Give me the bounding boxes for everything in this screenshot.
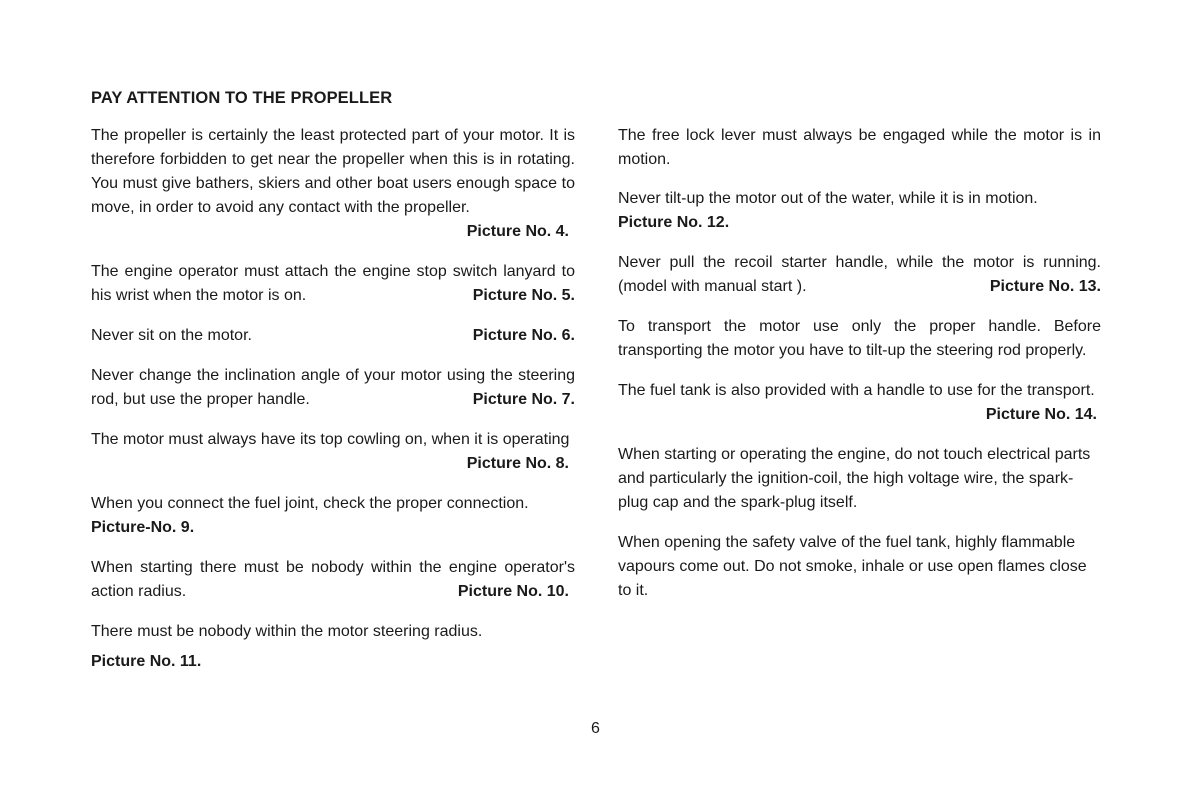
- left-column: [91, 124, 575, 690]
- paragraph-text: When starting or operating the engine, do not touch electrical parts and particularly the ignition-coil, the high voltage wire, the spark-plug cap and the spark-plug itself.: [618, 446, 1091, 511]
- paragraph-starting: [91, 556, 575, 604]
- picture-reference: Picture No. 10.: [457, 583, 569, 600]
- paragraph-electrical: [618, 443, 1101, 515]
- paragraph-tilt-up: [618, 187, 1101, 235]
- paragraph-text: The propeller is certainly the least protected part of your motor. It is therefore forbidden to get near the propeller when this is in rotating. You must give bathers, skiers and other boat users enough space to move, in order to avoid any contact with the propeller.: [91, 127, 575, 216]
- paragraph-text: The engine operator must attach the engine stop switch lanyard to his wrist when the motor is on.: [91, 263, 575, 304]
- paragraph-text: Never pull the recoil starter handle, while the motor is running.(model with manual start ).: [618, 254, 1101, 295]
- paragraph-text: Never change the inclination angle of your motor using the steering rod, but use the proper handle.: [91, 367, 575, 408]
- paragraph-stop-switch: [91, 260, 575, 308]
- paragraph-safety-valve: [618, 531, 1101, 603]
- paragraph-text: The motor must always have its top cowling on, when it is operating: [91, 431, 570, 448]
- paragraph-recoil-starter: [618, 251, 1101, 299]
- paragraph-text: To transport the motor use only the proper handle. Before transporting the motor you have to tilt-up the steering rod properly.: [618, 318, 1101, 359]
- picture-reference: Picture No. 13.: [989, 278, 1101, 295]
- paragraph-free-lock: [618, 124, 1101, 172]
- paragraph-text: Never sit on the motor.: [91, 327, 252, 344]
- picture-reference: Picture No. 8.: [466, 455, 569, 472]
- paragraph-text: When opening the safety valve of the fuel tank, highly flammable vapours come out. Do not smoke, inhale or use open flames close to it.: [618, 534, 1087, 599]
- paragraph-propeller: [91, 124, 575, 244]
- paragraph-text: Never tilt-up the motor out of the water, while it is in motion.: [618, 190, 1038, 207]
- paragraph-sit: [91, 324, 575, 348]
- paragraph-text: When starting there must be nobody within the engine operator's action radius.: [91, 559, 575, 600]
- picture-reference: Picture No. 11.: [91, 653, 202, 670]
- paragraph-text: When you connect the fuel joint, check the proper connection.: [91, 495, 529, 512]
- section-heading: PAY ATTENTION TO THE PROPELLER: [91, 89, 393, 107]
- picture-reference: Picture No. 6.: [472, 327, 575, 344]
- picture-reference: Picture No. 12.: [618, 214, 730, 231]
- picture-reference: Picture No. 7.: [472, 391, 575, 408]
- paragraph-text: The fuel tank is also provided with a handle to use for the transport.: [618, 382, 1095, 399]
- picture-reference: Picture No. 5.: [472, 287, 575, 304]
- paragraph-cowling: [91, 428, 575, 476]
- picture-reference: Picture No. 4.: [466, 223, 569, 240]
- picture-reference: Picture-No. 9.: [91, 519, 195, 536]
- paragraph-steering-radius: [91, 620, 575, 674]
- paragraph-fuel-joint: [91, 492, 575, 540]
- page-number: 6: [591, 720, 600, 737]
- picture-reference: Picture No. 14.: [985, 406, 1097, 423]
- paragraph-text: The free lock lever must always be engaged while the motor is in motion.: [618, 127, 1101, 168]
- paragraph-inclination: [91, 364, 575, 412]
- paragraph-fuel-tank: [618, 379, 1101, 427]
- paragraph-text: There must be nobody within the motor steering radius.: [91, 623, 483, 640]
- paragraph-transport: [618, 315, 1101, 363]
- right-column: [618, 124, 1101, 619]
